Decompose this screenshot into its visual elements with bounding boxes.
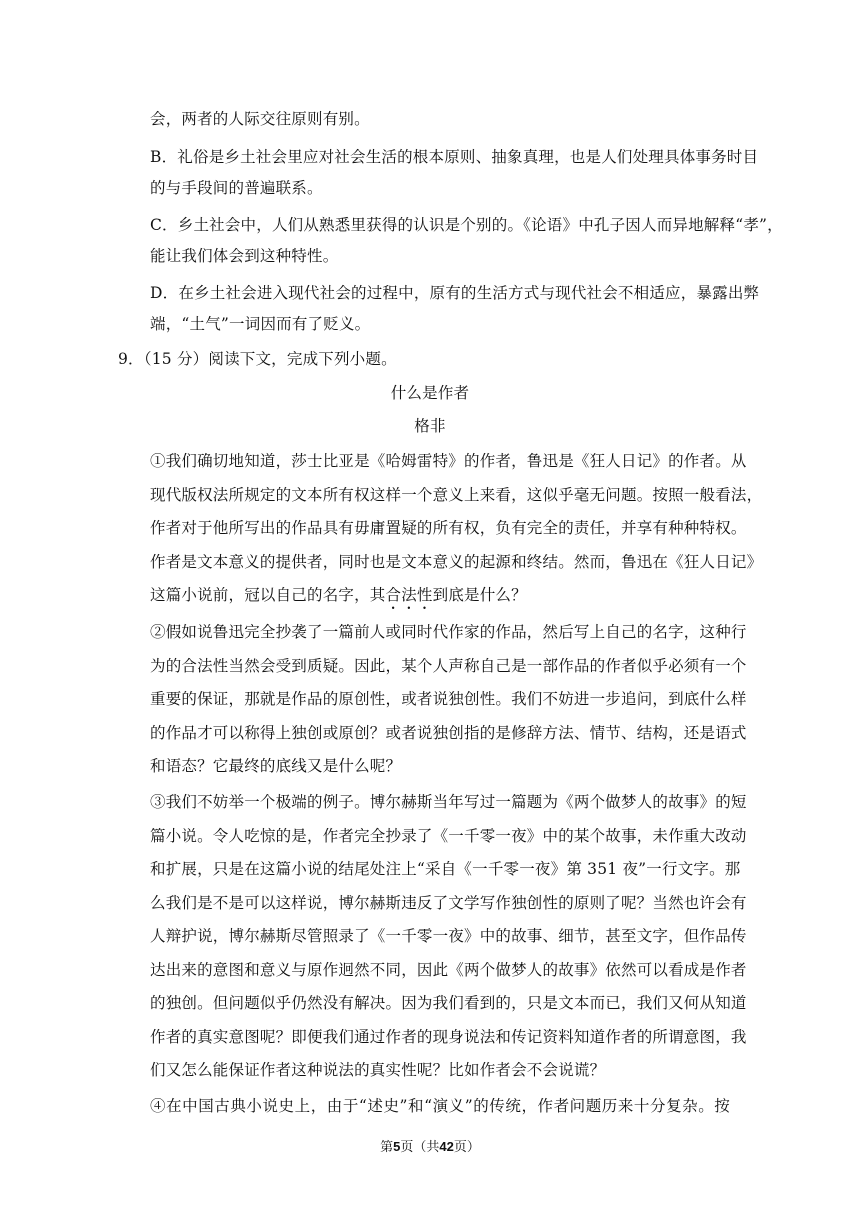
paragraph-1-last-line xyxy=(150,584,527,613)
paragraph-3-line: 人辩护说，博尔赫斯尽管照录了《一千零一夜》中的故事、细节，甚至文字，但作品传 xyxy=(150,927,747,945)
paragraph-1-line: 作者是文本意义的提供者，同时也是文本意义的起源和终结。然而，鲁迅在《狂人日记》 xyxy=(150,553,763,571)
option-a-tail: 会，两者的人际交往原则有别。 xyxy=(150,110,370,128)
paragraph-3-line: ③我们不妨举一个极端的例子。博尔赫斯当年写过一篇题为《两个做梦人的故事》的短 xyxy=(150,793,747,811)
paragraph-2-line: ②假如说鲁迅完全抄袭了一篇前人或同时代作家的作品，然后写上自己的名字，这种行 xyxy=(150,623,747,641)
footer-page-number: 5 xyxy=(393,1139,401,1154)
paragraph-3-line: 么我们是不是可以这样说，博尔赫斯违反了文学写作独创性的原则了呢？当然也许会有 xyxy=(150,894,747,912)
paragraph-1-text: 到底是什么？ xyxy=(432,586,527,604)
paragraph-3-line: 作者的真实意图呢？即便我们通过作者的现身说法和传记资料知道作者的所谓意图，我 xyxy=(150,1028,747,1046)
paragraph-1-line: ①我们确切地知道，莎士比亚是《哈姆雷特》的作者，鲁迅是《狂人日记》的作者。从 xyxy=(150,452,747,470)
option-b-line-2: 的与手段间的普遍联系。 xyxy=(150,179,323,197)
option-d-line-1: D．在乡土社会进入现代社会的过程中，原有的生活方式与现代社会不相适应，暴露出弊 xyxy=(150,284,760,302)
paragraph-3-line: 和扩展，只是在这篇小说的结尾处注上“采自《一千零一夜》第 351 夜”一行文字。那 xyxy=(150,860,741,878)
paragraph-1-text: 这篇小说前，冠以自己的名字，其 xyxy=(150,586,386,604)
paragraph-3-line: 达出来的意图和意义与原作迥然不同，因此《两个做梦人的故事》依然可以看成是作者 xyxy=(150,961,747,979)
paragraph-3-line: 篇小说。令人吃惊的是，作者完全抄录了《一千零一夜》中的某个故事，未作重大改动 xyxy=(150,827,747,845)
emphasized-term: 合法性 xyxy=(385,586,433,604)
option-c-line-1: C．乡土社会中，人们从熟悉里获得的认识是个别的。《论语》中孔子因人而异地解释“孝”， xyxy=(150,216,783,234)
paragraph-2-line: 为的合法性当然会受到质疑。因此，某个人声称自己是一部作品的作者似乎必须有一个 xyxy=(150,657,747,675)
paragraph-2-line: 的作品才可以称得上独创或原创？或者说独创指的是修辞方法、情节、结构，还是语式 xyxy=(150,724,747,742)
option-c-line-2: 能让我们体会到这种特性。 xyxy=(150,247,339,265)
paragraph-2-line: 和语态？它最终的底线又是什么呢？ xyxy=(150,757,402,775)
footer-total-pages: 42 xyxy=(439,1139,454,1154)
option-b-line-1: B．礼俗是乡土社会里应对社会生活的根本原则、抽象真理，也是人们处理具体事务时目 xyxy=(150,148,759,166)
paragraph-3-line: 们又怎么能保证作者这种说法的真实性呢？比如作者会不会说谎？ xyxy=(150,1061,606,1079)
article-title: 什么是作者 xyxy=(390,384,470,402)
footer-middle: 页（共 xyxy=(400,1140,440,1155)
paragraph-4-line: ④在中国古典小说史上，由于“述史”和“演义”的传统，作者问题历来十分复杂。按 xyxy=(150,1097,730,1115)
question-9-header xyxy=(118,348,397,370)
article-author: 格非 xyxy=(414,417,446,435)
question-number: 9． xyxy=(118,350,144,368)
paragraph-2-line: 重要的保证，那就是作品的原创性，或者说独创性。我们不妨进一步追问，到底什么样 xyxy=(150,690,747,708)
page-footer xyxy=(0,1138,860,1157)
paragraph-1-line: 现代版权法所规定的文本所有权这样一个意义上来看，这似乎毫无问题。按照一般看法， xyxy=(150,486,763,504)
question-prompt: （15 分）阅读下文，完成下列小题。 xyxy=(143,350,397,368)
footer-prefix: 第 xyxy=(380,1140,394,1155)
footer-suffix: 页） xyxy=(453,1140,480,1155)
paragraph-3-line: 的独创。但问题似乎仍然没有解决。因为我们看到的，只是文本而已，我们又何从知道 xyxy=(150,994,747,1012)
paragraph-1-line: 作者对于他所写出的作品具有毋庸置疑的所有权，负有完全的责任，并享有种种特权。 xyxy=(150,519,747,537)
option-d-line-2: 端，“土气”一词因而有了贬义。 xyxy=(150,315,371,333)
